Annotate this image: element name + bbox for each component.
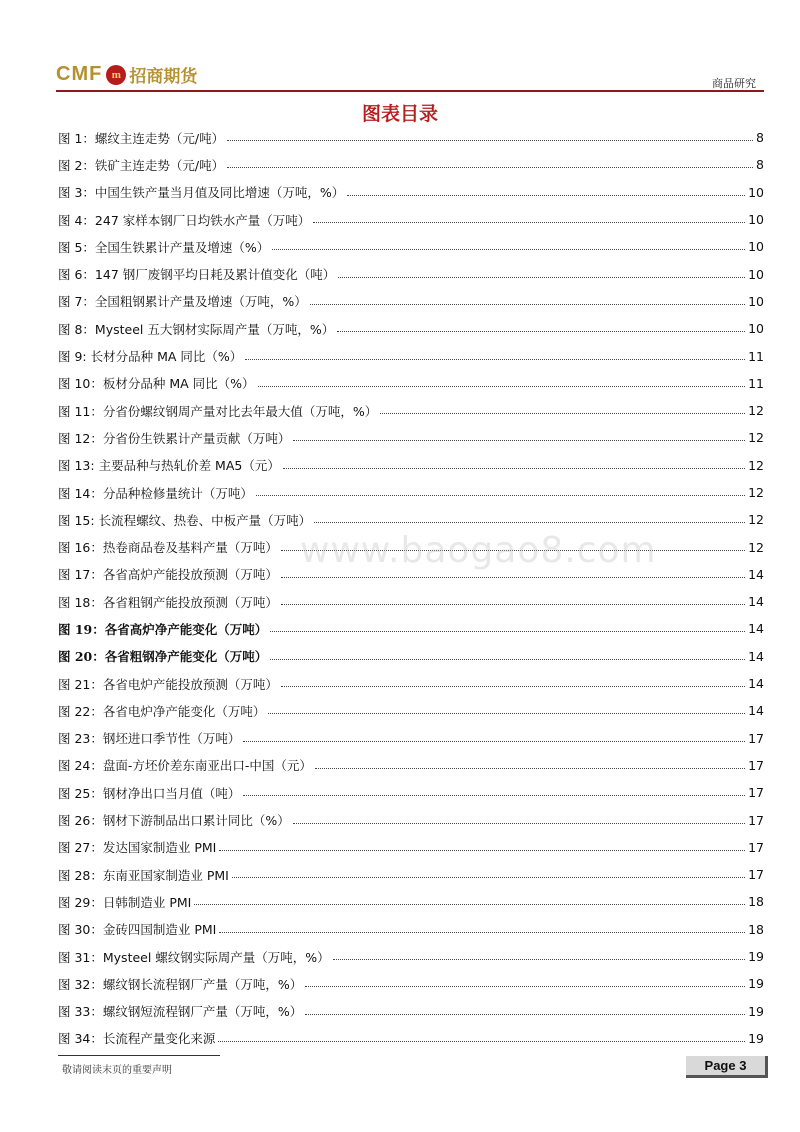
company-name: 招商期货 [129, 67, 198, 87]
dot-leader [219, 932, 745, 933]
toc-entry[interactable] [58, 260, 764, 287]
toc-entry-label: 图 1：螺纹主连走势（元/吨） [58, 130, 225, 146]
toc-entry-label: 图 19：各省高炉净产能变化（万吨） [58, 621, 268, 637]
toc-entry-label: 图 28：东南亚国家制造业 PMI [58, 867, 229, 883]
dot-leader [283, 468, 745, 469]
table-of-figures [58, 124, 764, 1052]
toc-entry-label: 图 2：铁矿主连走势（元/吨） [58, 157, 225, 173]
toc-entry[interactable] [58, 370, 764, 397]
toc-entry[interactable] [58, 397, 764, 424]
toc-entry-label: 图 32：螺纹钢长流程钢厂产量（万吨，%） [58, 976, 303, 992]
dot-leader [313, 222, 745, 223]
toc-entry-label: 图 14：分品种检修量统计（万吨） [58, 485, 253, 501]
toc-entry[interactable] [58, 970, 764, 997]
toc-entry-page: 11 [748, 348, 764, 364]
dot-leader [338, 277, 745, 278]
toc-entry-page: 14 [748, 594, 764, 610]
footer-divider [58, 1055, 220, 1056]
dot-leader [270, 659, 745, 660]
toc-entry-page: 19 [748, 1003, 764, 1019]
toc-entry-page: 11 [748, 375, 764, 391]
footer-disclaimer: 敬请阅读末页的重要声明 [62, 1065, 172, 1076]
dot-leader [256, 495, 745, 496]
dot-leader [337, 331, 745, 332]
toc-entry-label: 图 7：全国粗钢累计产量及增速（万吨，%） [58, 294, 307, 310]
toc-entry[interactable] [58, 916, 764, 943]
toc-entry-page: 17 [748, 812, 764, 828]
dot-leader [314, 522, 745, 523]
toc-entry-label: 图 20：各省粗钢净产能变化（万吨） [58, 649, 268, 665]
toc-entry-label: 图 4：247 家样本钢厂日均铁水产量（万吨） [58, 212, 311, 228]
dot-leader [333, 959, 745, 960]
toc-entry[interactable] [58, 943, 764, 970]
toc-entry-page: 14 [748, 676, 764, 692]
toc-entry-page: 14 [748, 621, 764, 637]
toc-entry-label: 图 29：日韩制造业 PMI [58, 894, 192, 910]
toc-entry-label: 图 6：147 钢厂废钢平均日耗及累计值变化（吨） [58, 267, 336, 283]
toc-entry-label: 图 33：螺纹钢短流程钢厂产量（万吨，%） [58, 1004, 303, 1020]
toc-entry-label: 图 34：长流程产量变化来源 [58, 1031, 216, 1047]
toc-entry[interactable] [58, 452, 764, 479]
logo-text: CMF [56, 63, 103, 85]
dot-leader [272, 249, 745, 250]
toc-entry-page: 10 [748, 239, 764, 255]
dot-leader [227, 167, 753, 168]
dot-leader [243, 741, 745, 742]
toc-entry[interactable] [58, 697, 764, 724]
page-number-badge: Page 3 [686, 1056, 768, 1078]
toc-entry[interactable] [58, 752, 764, 779]
toc-entry-page: 17 [748, 730, 764, 746]
toc-entry[interactable] [58, 342, 764, 369]
toc-entry-page: 12 [748, 539, 764, 555]
dot-leader [245, 359, 745, 360]
toc-entry[interactable] [58, 179, 764, 206]
toc-entry[interactable] [58, 206, 764, 233]
toc-entry-page: 12 [748, 485, 764, 500]
dot-leader [268, 713, 745, 714]
watermark: www.baogao8.com [300, 530, 657, 571]
section-label: 商品研究 [712, 77, 756, 90]
toc-entry-page: 10 [748, 321, 764, 337]
toc-entry[interactable] [58, 124, 764, 151]
toc-entry-page: 14 [748, 648, 764, 664]
toc-entry-label: 图 10：板材分品种 MA 同比（%） [58, 376, 255, 392]
toc-entry-label: 图 22：各省电炉净产能变化（万吨） [58, 703, 266, 719]
toc-entry-label: 图 26：钢材下游制品出口累计同比（%） [58, 813, 290, 829]
toc-entry[interactable] [58, 479, 764, 506]
page-header [56, 62, 764, 92]
toc-entry-page: 10 [748, 184, 764, 200]
toc-entry-label: 图 3：中国生铁产量当月值及同比增速（万吨，%） [58, 185, 345, 201]
toc-entry-page: 12 [748, 457, 764, 473]
dot-leader [315, 768, 745, 769]
toc-entry-page: 10 [748, 266, 764, 282]
toc-entry[interactable] [58, 615, 764, 642]
toc-entry[interactable] [58, 643, 764, 670]
toc-entry[interactable] [58, 861, 764, 888]
dot-leader [219, 850, 745, 851]
toc-entry[interactable] [58, 670, 764, 697]
company-logo [56, 62, 197, 87]
toc-entry-page: 14 [748, 703, 764, 719]
dot-leader [281, 686, 745, 687]
toc-entry-page: 12 [748, 403, 764, 419]
dot-leader [305, 986, 745, 987]
toc-entry[interactable] [58, 424, 764, 451]
toc-entry[interactable] [58, 888, 764, 915]
dot-leader [194, 904, 745, 905]
toc-entry-label: 图 24：盘面-方坯价差东南亚出口-中国（元） [58, 758, 312, 774]
toc-entry-page: 10 [748, 293, 764, 309]
toc-entry-page: 10 [748, 212, 764, 228]
toc-entry-page: 14 [748, 566, 764, 582]
toc-entry-label: 图 25：钢材净出口当月值（吨） [58, 785, 241, 801]
toc-entry-label: 图 11：分省份螺纹钢周产量对比去年最大值（万吨，%） [58, 403, 378, 419]
page-title: 图表目录 [361, 103, 438, 125]
toc-entry-page: 19 [748, 976, 764, 992]
toc-entry[interactable] [58, 233, 764, 260]
dot-leader [243, 795, 745, 796]
toc-entry[interactable] [58, 151, 764, 178]
toc-entry-label: 图 9: 长材分品种 MA 同比（%） [58, 349, 243, 365]
toc-entry[interactable] [58, 588, 764, 615]
toc-entry-page: 18 [748, 921, 764, 937]
header-divider [56, 90, 764, 92]
dot-leader [270, 631, 745, 632]
toc-entry-page: 17 [748, 867, 764, 883]
dot-leader [380, 413, 745, 414]
dot-leader [227, 140, 753, 141]
toc-entry-label: 图 8：Mysteel 五大钢材实际周产量（万吨，%） [58, 321, 335, 337]
toc-entry[interactable] [58, 288, 764, 315]
toc-entry[interactable] [58, 834, 764, 861]
toc-entry-label: 图 31：Mysteel 螺纹钢实际周产量（万吨，%） [58, 949, 330, 965]
toc-entry-label: 图 17：各省高炉产能投放预测（万吨） [58, 567, 278, 583]
logo-mark-icon: m [106, 65, 126, 85]
toc-entry[interactable] [58, 1025, 764, 1052]
dot-leader [305, 1014, 745, 1015]
toc-entry-label: 图 30：金砖四国制造业 PMI [58, 922, 217, 938]
toc-entry-label: 图 13: 主要品种与热轧价差 MA5（元） [58, 458, 280, 474]
toc-entry-label: 图 18：各省粗钢产能投放预测（万吨） [58, 594, 278, 610]
dot-leader [310, 304, 745, 305]
dot-leader [293, 440, 745, 441]
dot-leader [232, 877, 745, 878]
dot-leader [218, 1041, 745, 1042]
toc-entry-page: 19 [748, 949, 764, 965]
toc-entry-page: 12 [748, 430, 764, 446]
dot-leader [293, 823, 745, 824]
toc-entry[interactable] [58, 806, 764, 833]
dot-leader [258, 386, 746, 387]
toc-entry[interactable] [58, 315, 764, 342]
toc-entry-page: 17 [748, 785, 764, 801]
toc-entry-label: 图 27：发达国家制造业 PMI [58, 840, 217, 856]
toc-entry-page: 8 [756, 130, 764, 146]
toc-entry-page: 18 [748, 894, 764, 910]
toc-entry-page: 8 [756, 157, 764, 173]
toc-entry-label: 图 23：钢坯进口季节性（万吨） [58, 731, 241, 747]
dot-leader [347, 195, 745, 196]
toc-entry-label: 图 21：各省电炉产能投放预测（万吨） [58, 676, 278, 692]
toc-entry-page: 17 [748, 757, 764, 773]
toc-entry-label: 图 5：全国生铁累计产量及增速（%） [58, 239, 270, 255]
toc-entry[interactable] [58, 725, 764, 752]
toc-entry-page: 17 [748, 839, 764, 855]
toc-entry-label: 图 15: 长流程螺纹、热卷、中板产量（万吨） [58, 512, 312, 528]
toc-entry-label: 图 16：热卷商品卷及基料产量（万吨） [58, 540, 278, 556]
toc-entry[interactable] [58, 998, 764, 1025]
toc-entry-label: 图 12：分省份生铁累计产量贡献（万吨） [58, 430, 291, 446]
dot-leader [281, 577, 745, 578]
toc-entry-page: 19 [748, 1030, 764, 1046]
toc-entry-page: 12 [748, 512, 764, 528]
dot-leader [281, 604, 745, 605]
toc-entry[interactable] [58, 779, 764, 806]
